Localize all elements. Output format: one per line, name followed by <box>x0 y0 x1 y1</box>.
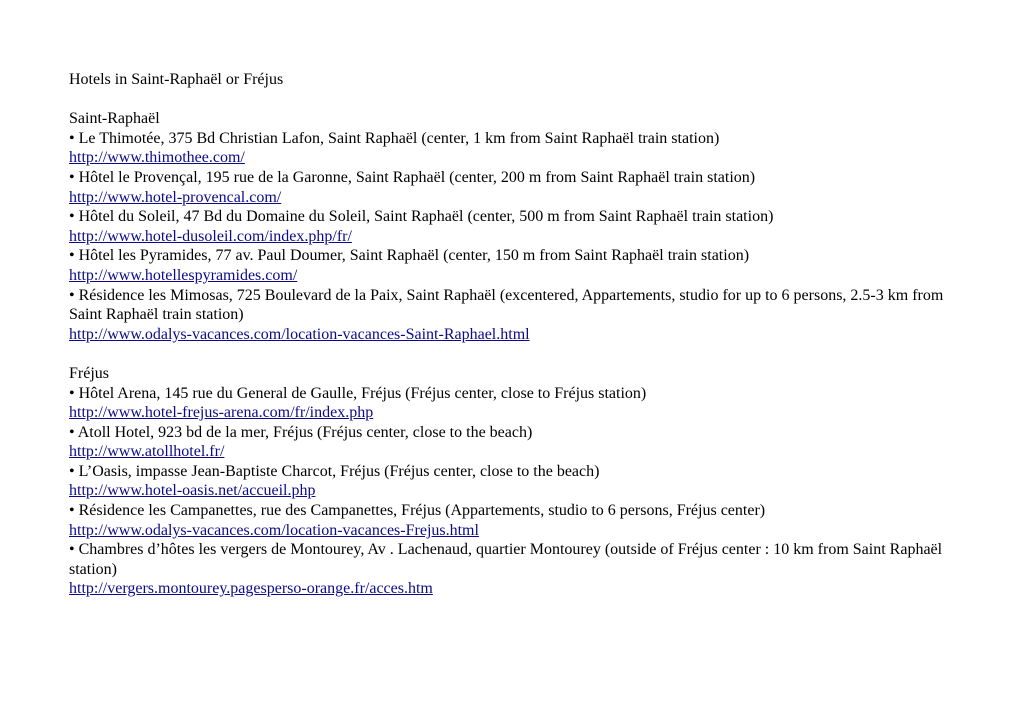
hotel-link[interactable]: http://www.hotel-provencal.com/ <box>69 188 282 206</box>
hotel-description: • L’Oasis, impasse Jean-Baptiste Charcot, Fréjus (Fréjus center, close to the beach) <box>69 462 600 480</box>
hotel-entry <box>69 129 949 168</box>
hotel-link[interactable]: http://www.hotellespyramides.com/ <box>69 266 298 284</box>
hotel-link[interactable]: http://vergers.montourey.pagesperso-orange.fr/acces.htm <box>69 580 433 598</box>
hotel-entry <box>69 462 949 501</box>
section-heading: Saint-Raphaël <box>69 110 160 128</box>
hotel-description: • Chambres d’hôtes les vergers de Montourey, Av . Lachenaud, quartier Montourey (outside of Fréjus center : 10 km from Saint Raphaël station) <box>69 541 943 578</box>
hotel-link[interactable]: http://www.thimothee.com/ <box>69 149 245 167</box>
hotel-entry <box>69 246 949 285</box>
hotel-link[interactable]: http://www.odalys-vacances.com/location-vacances-Frejus.html <box>69 521 479 539</box>
hotel-description: • Atoll Hotel, 923 bd de la mer, Fréjus (Fréjus center, close to the beach) <box>69 423 533 441</box>
hotel-entry <box>69 168 949 207</box>
hotel-entry <box>69 286 949 345</box>
document-page <box>69 70 949 599</box>
spacer <box>69 90 949 110</box>
hotel-description: • Hôtel Arena, 145 rue du General de Gaulle, Fréjus (Fréjus center, close to Fréjus station) <box>69 384 647 402</box>
document-title: Hotels in Saint-Raphaël or Fréjus <box>69 71 284 88</box>
hotel-description: • Hôtel les Pyramides, 77 av. Paul Doumer, Saint Raphaël (center, 150 m from Saint Raphaël train station) <box>69 247 750 265</box>
section-frejus <box>69 364 949 599</box>
hotel-link[interactable]: http://www.odalys-vacances.com/location-vacances-Saint-Raphael.html <box>69 325 530 343</box>
hotel-description: • Résidence les Mimosas, 725 Boulevard de la Paix, Saint Raphaël (excentered, Appartements, studio for up to 6 persons, 2.5-3 km from Saint Raphaël train station) <box>69 286 944 324</box>
hotel-description: • Résidence les Campanettes, rue des Campanettes, Fréjus (Appartements, studio to 6 persons, Fréjus center) <box>69 502 766 520</box>
hotel-link[interactable]: http://www.hotel-frejus-arena.com/fr/index.php <box>69 404 374 422</box>
spacer <box>69 344 949 364</box>
hotel-entry <box>69 501 949 540</box>
hotel-description: • Le Thimotée, 375 Bd Christian Lafon, Saint Raphaël (center, 1 km from Saint Raphaël train station) <box>69 129 720 147</box>
hotel-link[interactable]: http://www.atollhotel.fr/ <box>69 443 225 461</box>
hotel-link[interactable]: http://www.hotel-dusoleil.com/index.php/fr/ <box>69 227 352 245</box>
section-saint-raphael <box>69 109 949 344</box>
hotel-description: • Hôtel le Provençal, 195 rue de la Garonne, Saint Raphaël (center, 200 m from Saint Raphaël train station) <box>69 168 756 186</box>
hotel-entry <box>69 540 949 599</box>
hotel-entry <box>69 384 949 423</box>
hotel-description: • Hôtel du Soleil, 47 Bd du Domaine du Soleil, Saint Raphaël (center, 500 m from Saint Raphaël train station) <box>69 208 774 226</box>
hotel-entry <box>69 423 949 462</box>
hotel-entry <box>69 207 949 246</box>
section-heading: Fréjus <box>69 364 109 382</box>
hotel-link[interactable]: http://www.hotel-oasis.net/accueil.php <box>69 482 316 500</box>
